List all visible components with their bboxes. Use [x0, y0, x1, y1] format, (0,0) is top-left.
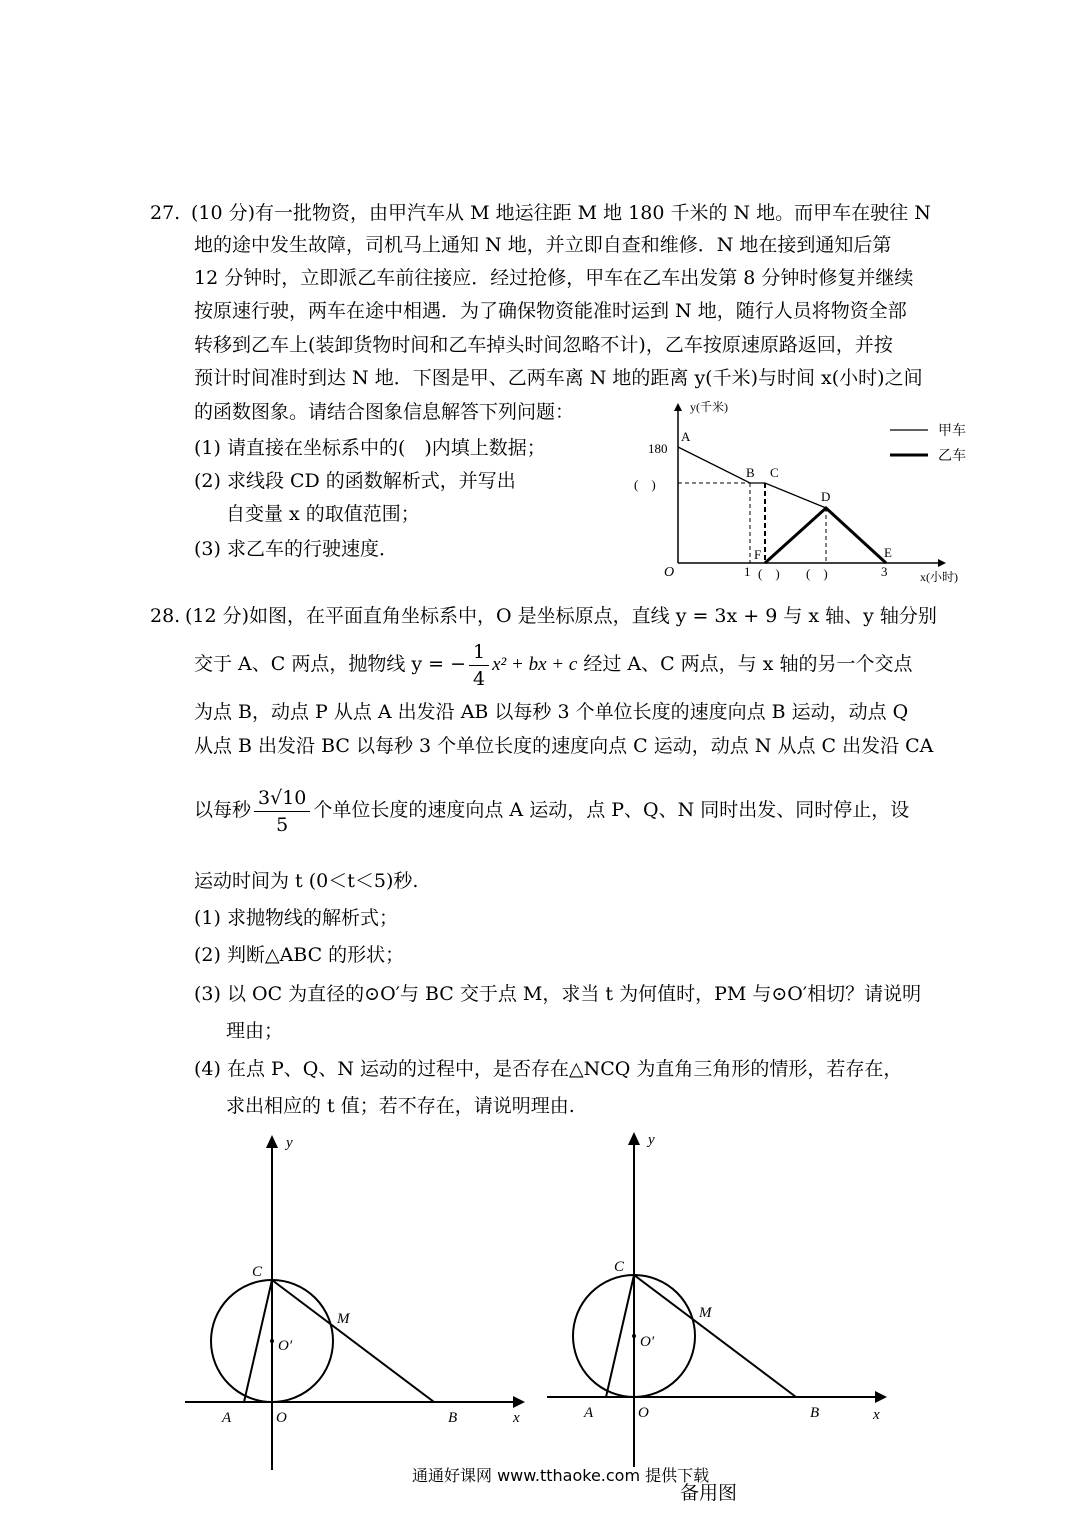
y-label: y: [286, 1135, 293, 1151]
point-o-label: O: [638, 1405, 649, 1421]
q28-line-2-expr: x² + bx + c: [492, 654, 578, 675]
y-tick-180: 180: [648, 441, 668, 456]
q27-line-5: 转移到乙车上(装卸货物时间和乙车掉头时间忽略不计)，乙车按原速原路返回，并按: [194, 334, 893, 356]
q28-line-2-post: 经过 A、C 两点，与 x 轴的另一个交点: [583, 653, 913, 675]
q28-sub-4: (4) 在点 P、Q、N 运动的过程中，是否存在△NCQ 为直角三角形的情形，若存在，: [194, 1058, 903, 1080]
q28-line-1: (12 分)如图，在平面直角坐标系中，O 是坐标原点，直线 y = 3x + 9 与 x 轴、y 轴分别: [185, 605, 937, 627]
q27-line-7: 的函数图象。请结合图象信息解答下列问题：: [194, 401, 575, 423]
point-e-label: E: [884, 545, 892, 560]
q28-line-3: 为点 B，动点 P 从点 A 出发沿 AB 以每秒 3 个单位长度的速度向点 B 运动，动点 Q: [194, 701, 909, 723]
q28-number: 28.: [150, 605, 181, 627]
fraction-1-denominator: 4: [473, 667, 486, 690]
q28-sub-2: (2) 判断△ABC 的形状；: [194, 944, 405, 966]
q27-line-6: 预计时间准时到达 N 地．下图是甲、乙两车离 N 地的距离 y(千米)与时间 x(小时)之间: [194, 367, 923, 389]
spare-figure-caption: 备用图: [680, 1482, 738, 1504]
q28-line-6: 运动时间为 t (0＜t＜5)秒.: [194, 870, 419, 892]
legend-yi-label: 乙车: [938, 449, 966, 464]
q27-number: 27.: [150, 202, 181, 224]
q27-line-1: (10 分)有一批物资，由甲汽车从 M 地运往距 M 地 180 千米的 N 地。而甲车在驶往 N: [191, 202, 931, 224]
point-o-label: O: [276, 1410, 287, 1426]
x-axis-arrow-icon: [938, 559, 946, 567]
point-f-label: F: [754, 547, 762, 562]
point-a-label: A: [681, 429, 691, 444]
point-c-label: C: [252, 1264, 263, 1280]
segment-ac: [606, 1275, 634, 1397]
q27-line-4: 按原速行驶，两车在途中相遇．为了确保物资能准时运到 N 地，随行人员将物资全部: [194, 300, 907, 322]
q28-sub-3: (3) 以 OC 为直径的⊙O′与 BC 交于点 M，求当 t 为何值时，PM 与⊙O′相切？请说明: [194, 983, 922, 1005]
x-tick-1: 1: [744, 564, 751, 579]
x-tick-3: 3: [881, 564, 888, 579]
point-m-label: M: [699, 1305, 712, 1321]
fraction-1-numerator: 1: [469, 639, 489, 666]
segment-cb: [634, 1275, 796, 1397]
q28-line-2-pre: 交于 A、C 两点，抛物线 y = −: [194, 653, 467, 675]
y-tick-blank: ( ): [634, 477, 656, 492]
segment-cb: [272, 1280, 434, 1402]
q27-distance-time-graph: [620, 395, 980, 590]
x-label: x: [873, 1407, 880, 1423]
point-o-prime-label: O′: [640, 1334, 655, 1350]
legend-jia-label: 甲车: [938, 424, 966, 439]
point-a-label: A: [584, 1405, 594, 1421]
x-tick-blank-1: ( ): [758, 566, 780, 581]
origin-label: O: [664, 565, 675, 580]
q27-sub-2-cont: 自变量 x 的取值范围；: [226, 503, 420, 525]
q27-sub-3: (3) 求乙车的行驶速度．: [194, 538, 398, 560]
q27-line-2: 地的途中发生故障，司机马上通知 N 地，并立即自查和维修．N 地在接到通知后第: [194, 234, 892, 256]
x-axis-arrow-icon: [875, 1391, 887, 1403]
q28-line-5-pre: 以每秒: [194, 799, 252, 821]
footer-source: 通通好课网 www.tthaoke.com 提供下载: [412, 1466, 710, 1485]
point-b-label: B: [448, 1410, 458, 1426]
point-a-label: A: [222, 1410, 232, 1426]
point-b-label: B: [810, 1405, 820, 1421]
q28-line-5-post: 个单位长度的速度向点 A 运动，点 P、Q、N 同时出发、同时停止，设: [313, 799, 910, 821]
x-tick-blank-2: ( ): [806, 566, 828, 581]
x-axis-arrow-icon: [513, 1396, 525, 1408]
q28-sub-1: (1) 求抛物线的解析式；: [194, 907, 398, 929]
point-c-label: C: [614, 1259, 625, 1275]
center-o-prime-dot: [632, 1334, 636, 1338]
q28-line-4: 从点 B 出发沿 BC 以每秒 3 个单位长度的速度向点 C 运动，动点 N 从点 C 出发沿 CA: [194, 735, 934, 757]
q27-sub-1: (1) 请直接在坐标系中的( )内填上数据；: [194, 437, 546, 459]
fraction-speed: [254, 785, 310, 838]
fraction-one-quarter: [469, 639, 489, 692]
y-axis-label: y(千米): [690, 400, 728, 414]
y-axis-arrow-icon: [674, 403, 682, 411]
point-o-prime-label: O′: [278, 1338, 293, 1354]
fraction-2-numerator: 3√10: [254, 785, 310, 812]
x-label: x: [513, 1410, 520, 1426]
q27-sub-2: (2) 求线段 CD 的函数解析式，并写出: [194, 470, 516, 492]
y-axis-arrow-icon: [628, 1132, 640, 1145]
point-d-label: D: [821, 489, 831, 504]
q28-figure-main: [180, 1130, 530, 1480]
fraction-2-denominator: 5: [276, 813, 289, 836]
y-axis-arrow-icon: [266, 1135, 278, 1148]
q28-line-5: [194, 782, 909, 838]
point-m-label: M: [337, 1311, 350, 1327]
q28-sub-3-cont: 理由；: [226, 1020, 284, 1042]
q28-line-2: [194, 636, 912, 693]
q27-line-3: 12 分钟时，立即派乙车前往接应．经过抢修，甲车在乙车出发第 8 分钟时修复并继续: [194, 267, 914, 289]
y-label: y: [648, 1132, 655, 1148]
segment-ac: [244, 1280, 272, 1402]
point-b-label: B: [746, 465, 755, 480]
center-o-prime-dot: [270, 1339, 274, 1343]
q28-figure-spare: [542, 1127, 892, 1477]
q28-sub-4-cont: 求出相应的 t 值；若不存在，请说明理由.: [226, 1095, 575, 1117]
point-c-label: C: [770, 465, 779, 480]
x-axis-label: x(小时): [920, 570, 958, 584]
